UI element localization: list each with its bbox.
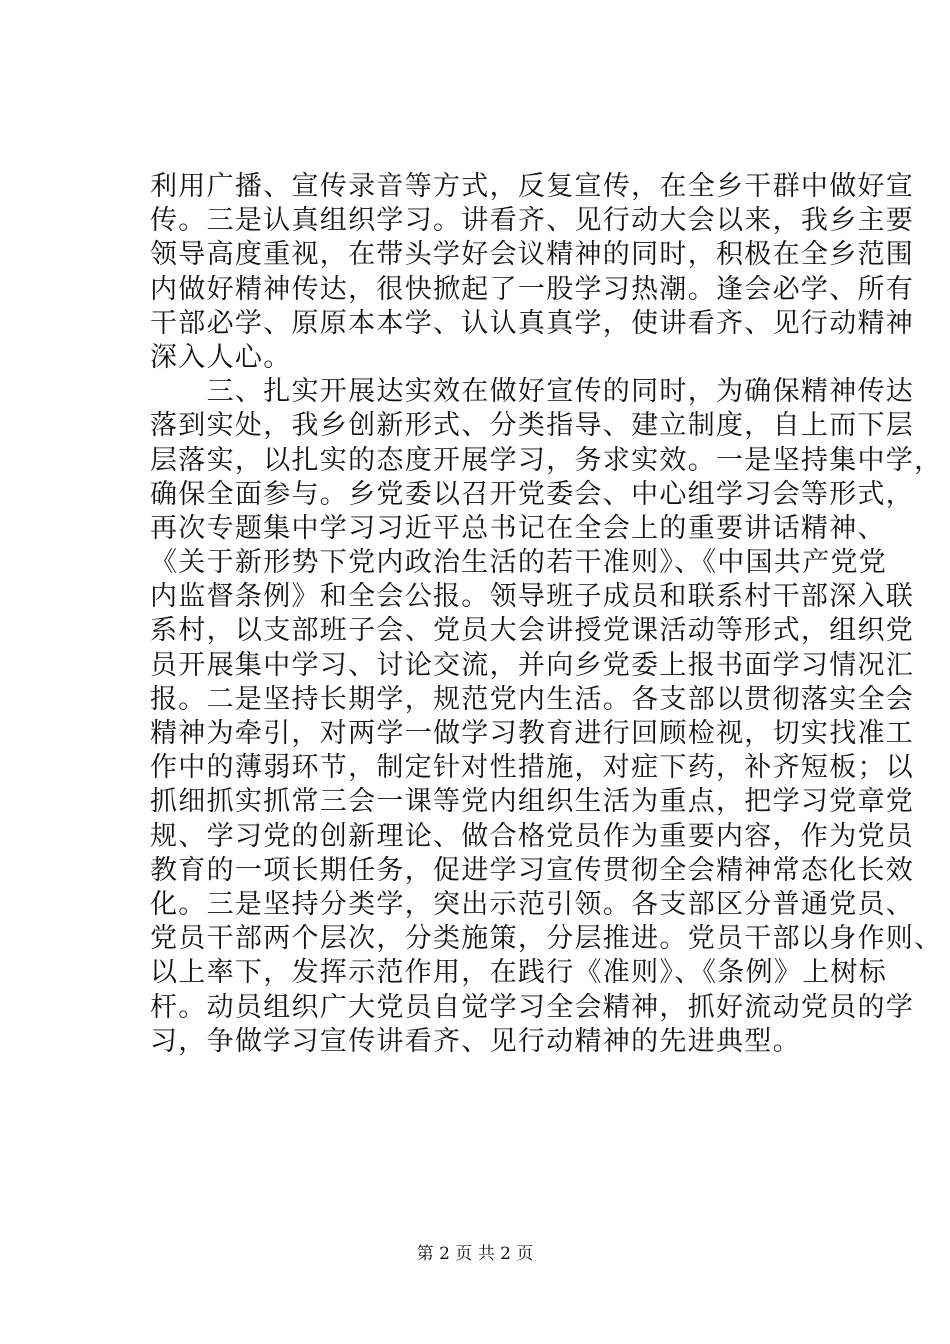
text-line: 党员干部两个层次，分类施策，分层推进。党员干部以身作则、 bbox=[150, 923, 943, 955]
text-line: 层落实，以扎实的态度开展学习，务求实效。一是坚持集中学， bbox=[150, 444, 943, 476]
page-number-footer: 第 2 页 共 2 页 bbox=[416, 1244, 534, 1264]
text-line: 落到实处，我乡创新形式、分类指导、建立制度，自上而下层 bbox=[150, 410, 915, 442]
text-line: 系村，以支部班子会、党员大会讲授党课活动等形式，组织党 bbox=[150, 615, 915, 647]
text-line: 以上率下，发挥示范作用，在践行《准则》、《条例》上树标 bbox=[150, 957, 888, 989]
text-line: 干部必学、原原本本学、认认真真学，使讲看齐、见行动精神 bbox=[150, 307, 915, 339]
text-line: 抓细抓实抓常三会一课等党内组织生活为重点，把学习党章党 bbox=[150, 786, 915, 818]
text-line: 确保全面参与。乡党委以召开党委会、中心组学习会等形式， bbox=[150, 478, 915, 510]
text-line: 内监督条例》和全会公报。领导班子成员和联系村干部深入联 bbox=[150, 581, 915, 613]
text-line: 报。二是坚持长期学，规范党内生活。各支部以贯彻落实全会 bbox=[150, 683, 915, 715]
text-line: 规、学习党的创新理论、做合格党员作为重要内容，作为党员 bbox=[150, 820, 915, 852]
text-line: 精神为牵引，对两学一做学习教育进行回顾检视，切实找准工 bbox=[150, 718, 915, 749]
text-line: 再次专题集中学习习近平总书记在全会上的重要讲话精神、 bbox=[150, 512, 886, 544]
text-line: 《关于新形势下党内政治生活的若干准则》、《中国共产党党 bbox=[150, 547, 888, 579]
text-line: 作中的薄弱环节，制定针对性措施，对症下药，补齐短板；以 bbox=[150, 752, 915, 784]
text-line: 深入人心。 bbox=[150, 341, 292, 373]
text-line: 利用广播、宣传录音等方式，反复宣传，在全乡干群中做好宣 bbox=[150, 171, 915, 202]
text-line: 员开展集中学习、讨论交流，并向乡党委上报书面学习情况汇 bbox=[150, 649, 915, 681]
text-line: 杆。动员组织广大党员自觉学习全会精神，抓好流动党员的学 bbox=[150, 991, 915, 1023]
text-line: 化。三是坚持分类学，突出示范引领。各支部区分普通党员、 bbox=[150, 888, 915, 920]
text-line: 三、扎实开展达实效在做好宣传的同时，为确保精神传达 bbox=[150, 376, 915, 408]
text-line: 领导高度重视，在带头学好会议精神的同时，积极在全乡范围 bbox=[150, 239, 915, 271]
text-line: 习，争做学习宣传讲看齐、见行动精神的先进典型。 bbox=[150, 1025, 801, 1057]
text-line: 传。三是认真组织学习。讲看齐、见行动大会以来，我乡主要 bbox=[150, 205, 915, 237]
text-line: 内做好精神传达，很快掀起了一股学习热潮。逢会必学、所有 bbox=[150, 273, 915, 305]
text-line: 教育的一项长期任务，促进学习宣传贯彻全会精神常态化长效 bbox=[150, 854, 915, 886]
body-text bbox=[150, 170, 943, 1059]
